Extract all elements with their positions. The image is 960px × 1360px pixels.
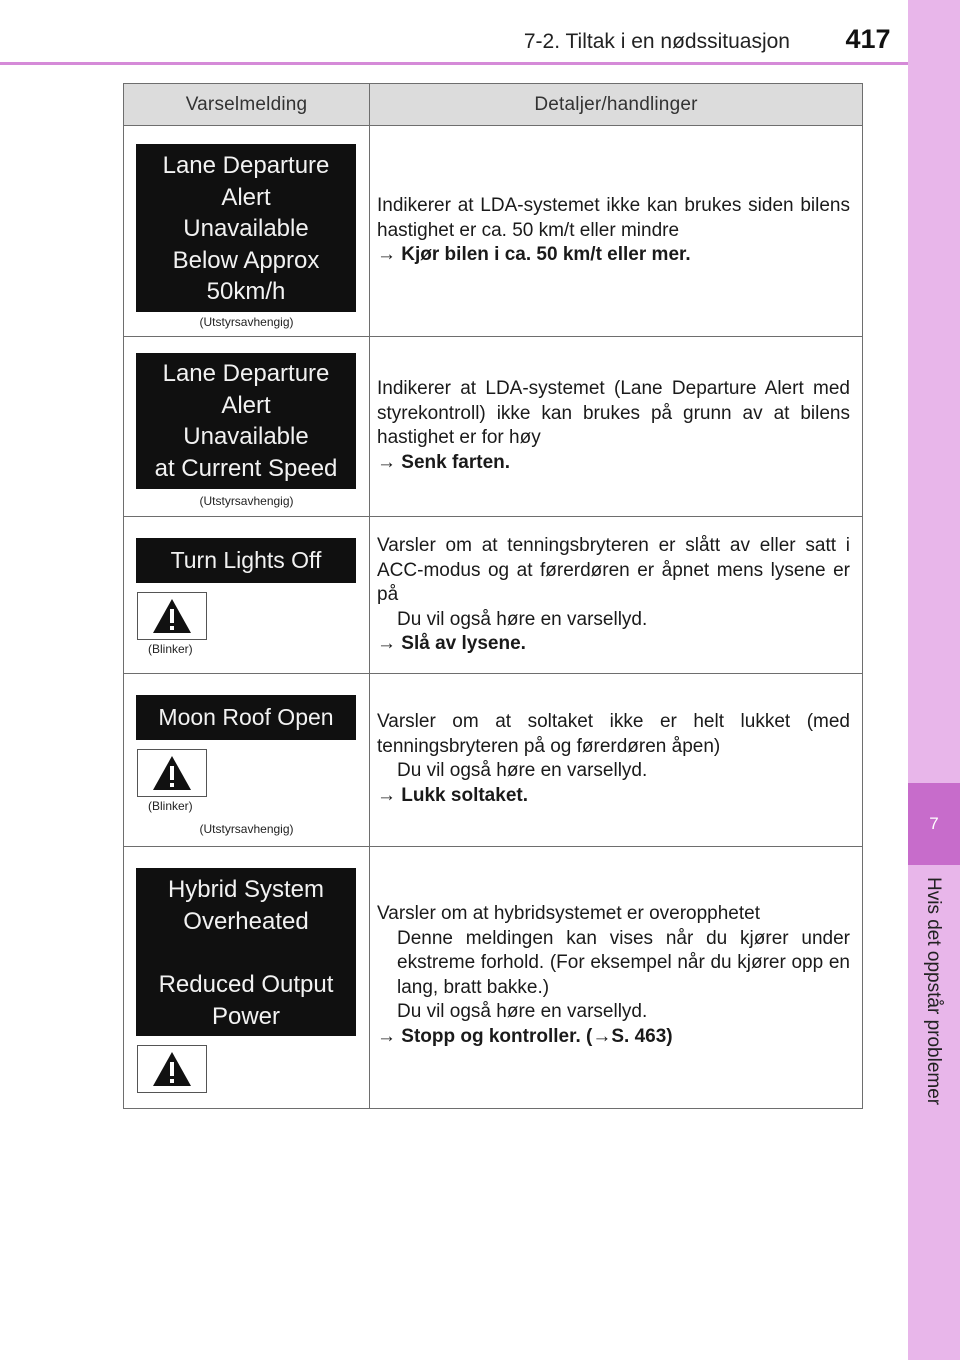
equipment-caption: (Utstyrsavhengig) <box>199 822 294 836</box>
arrow-icon: → <box>377 451 396 473</box>
display-line: Alert <box>221 391 271 419</box>
action-text <box>377 243 850 268</box>
display-line: at Current Speed <box>154 454 338 482</box>
column-header-message: Varselmelding <box>124 84 370 126</box>
arrow-icon: → <box>377 1025 396 1047</box>
message-image-cell <box>124 126 370 337</box>
blinker-caption: (Blinker) <box>148 642 193 656</box>
chapter-title: Hvis det oppstår problemer <box>923 877 944 1106</box>
display-line: Hybrid System <box>167 876 325 903</box>
display-line: Lane Departure <box>162 152 330 179</box>
message-image-cell <box>124 337 370 517</box>
chapter-side-tab <box>908 0 960 1360</box>
blinker-caption: (Blinker) <box>148 799 193 813</box>
display-line: Power <box>211 1002 281 1030</box>
action-text <box>377 451 850 476</box>
description-text: Varsler om at tenningsbryteren er slått av eller satt i ACC-modus og at førerdøren er åpnet mens lysene er på <box>377 535 850 606</box>
header-rule <box>0 62 908 65</box>
display-line: Turn Lights Off <box>170 547 322 573</box>
action-label: Lukk soltaket. <box>401 784 528 806</box>
page-reference: S. 463) <box>611 1025 673 1047</box>
moon-roof-open-display <box>136 695 356 740</box>
lda-below-speed-display <box>136 144 356 312</box>
display-line: Reduced Output <box>158 971 334 998</box>
action-text <box>377 632 850 657</box>
details-cell <box>370 674 863 847</box>
action-label: Senk farten. <box>401 451 511 473</box>
message-image-cell <box>124 847 370 1109</box>
action-label: Slå av lysene. <box>401 633 526 655</box>
display-line: Moon Roof Open <box>158 704 334 730</box>
display-line: 50km/h <box>206 278 286 305</box>
note-text: Denne meldingen kan vises når du kjører under ekstreme forhold. (For eksempel når du kjører opp en lang, bratt bakke.) <box>397 927 850 998</box>
description-text: Indikerer at LDA-systemet ikke kan brukes siden bilens hastighet er ca. 50 km/t eller mindre <box>377 195 850 241</box>
page-number: 417 <box>845 24 891 54</box>
turn-lights-off-display <box>136 538 356 583</box>
description-text: Indikerer at LDA-systemet (Lane Departure Alert med styrekontroll) ikke kan brukes på grunn av at bilens hastighet er for høy <box>377 378 850 449</box>
details-cell <box>370 337 863 517</box>
display-line: Alert <box>221 183 271 211</box>
lda-current-speed-display <box>136 353 356 489</box>
action-label: Kjør bilen i ca. 50 km/t eller mer. <box>401 244 691 266</box>
arrow-icon: → <box>592 1025 612 1047</box>
chapter-number: 7 <box>929 814 939 833</box>
arrow-icon: → <box>377 633 396 655</box>
description-text: Varsler om at soltaket ikke er helt lukket (med tenningsbryteren på og førerdøren åpen) <box>377 711 850 757</box>
note-text: Du vil også høre en varsellyd. <box>397 1001 648 1023</box>
table-row <box>124 126 863 337</box>
hybrid-overheated-display <box>136 868 356 1036</box>
display-line: Unavailable <box>183 215 309 242</box>
arrow-icon: → <box>377 244 396 266</box>
table-row <box>124 337 863 517</box>
display-spacer <box>136 937 356 969</box>
message-image-cell <box>124 674 370 847</box>
table-row <box>124 847 863 1109</box>
arrow-icon: → <box>377 784 396 806</box>
display-line: Lane Departure <box>162 360 330 387</box>
table-header-row <box>124 84 863 126</box>
action-text <box>377 1025 850 1050</box>
display-line: Below Approx <box>172 246 320 274</box>
action-text <box>377 784 850 809</box>
details-cell <box>370 847 863 1109</box>
equipment-caption: (Utstyrsavhengig) <box>199 315 294 329</box>
warning-triangle-icon <box>137 592 207 640</box>
column-header-details: Detaljer/handlinger <box>370 84 863 126</box>
warning-triangle-icon <box>137 749 207 797</box>
description-text: Varsler om at hybridsystemet er overopphetet <box>377 903 760 924</box>
display-line: Overheated <box>183 907 309 935</box>
message-image-cell <box>124 517 370 674</box>
chapter-number-box <box>908 783 960 865</box>
warning-message-table <box>123 83 863 1109</box>
table-row <box>124 674 863 847</box>
details-cell <box>370 126 863 337</box>
action-label: Stopp og kontroller. ( <box>401 1025 593 1047</box>
note-text: Du vil også høre en varsellyd. <box>397 760 648 782</box>
note-text: Du vil også høre en varsellyd. <box>397 608 648 630</box>
details-cell <box>370 517 863 674</box>
equipment-caption: (Utstyrsavhengig) <box>199 494 294 508</box>
warning-triangle-icon <box>137 1045 207 1093</box>
display-line: Unavailable <box>183 423 309 450</box>
section-title: 7-2. Tiltak i en nødssituasjon <box>523 30 790 53</box>
table-row <box>124 517 863 674</box>
